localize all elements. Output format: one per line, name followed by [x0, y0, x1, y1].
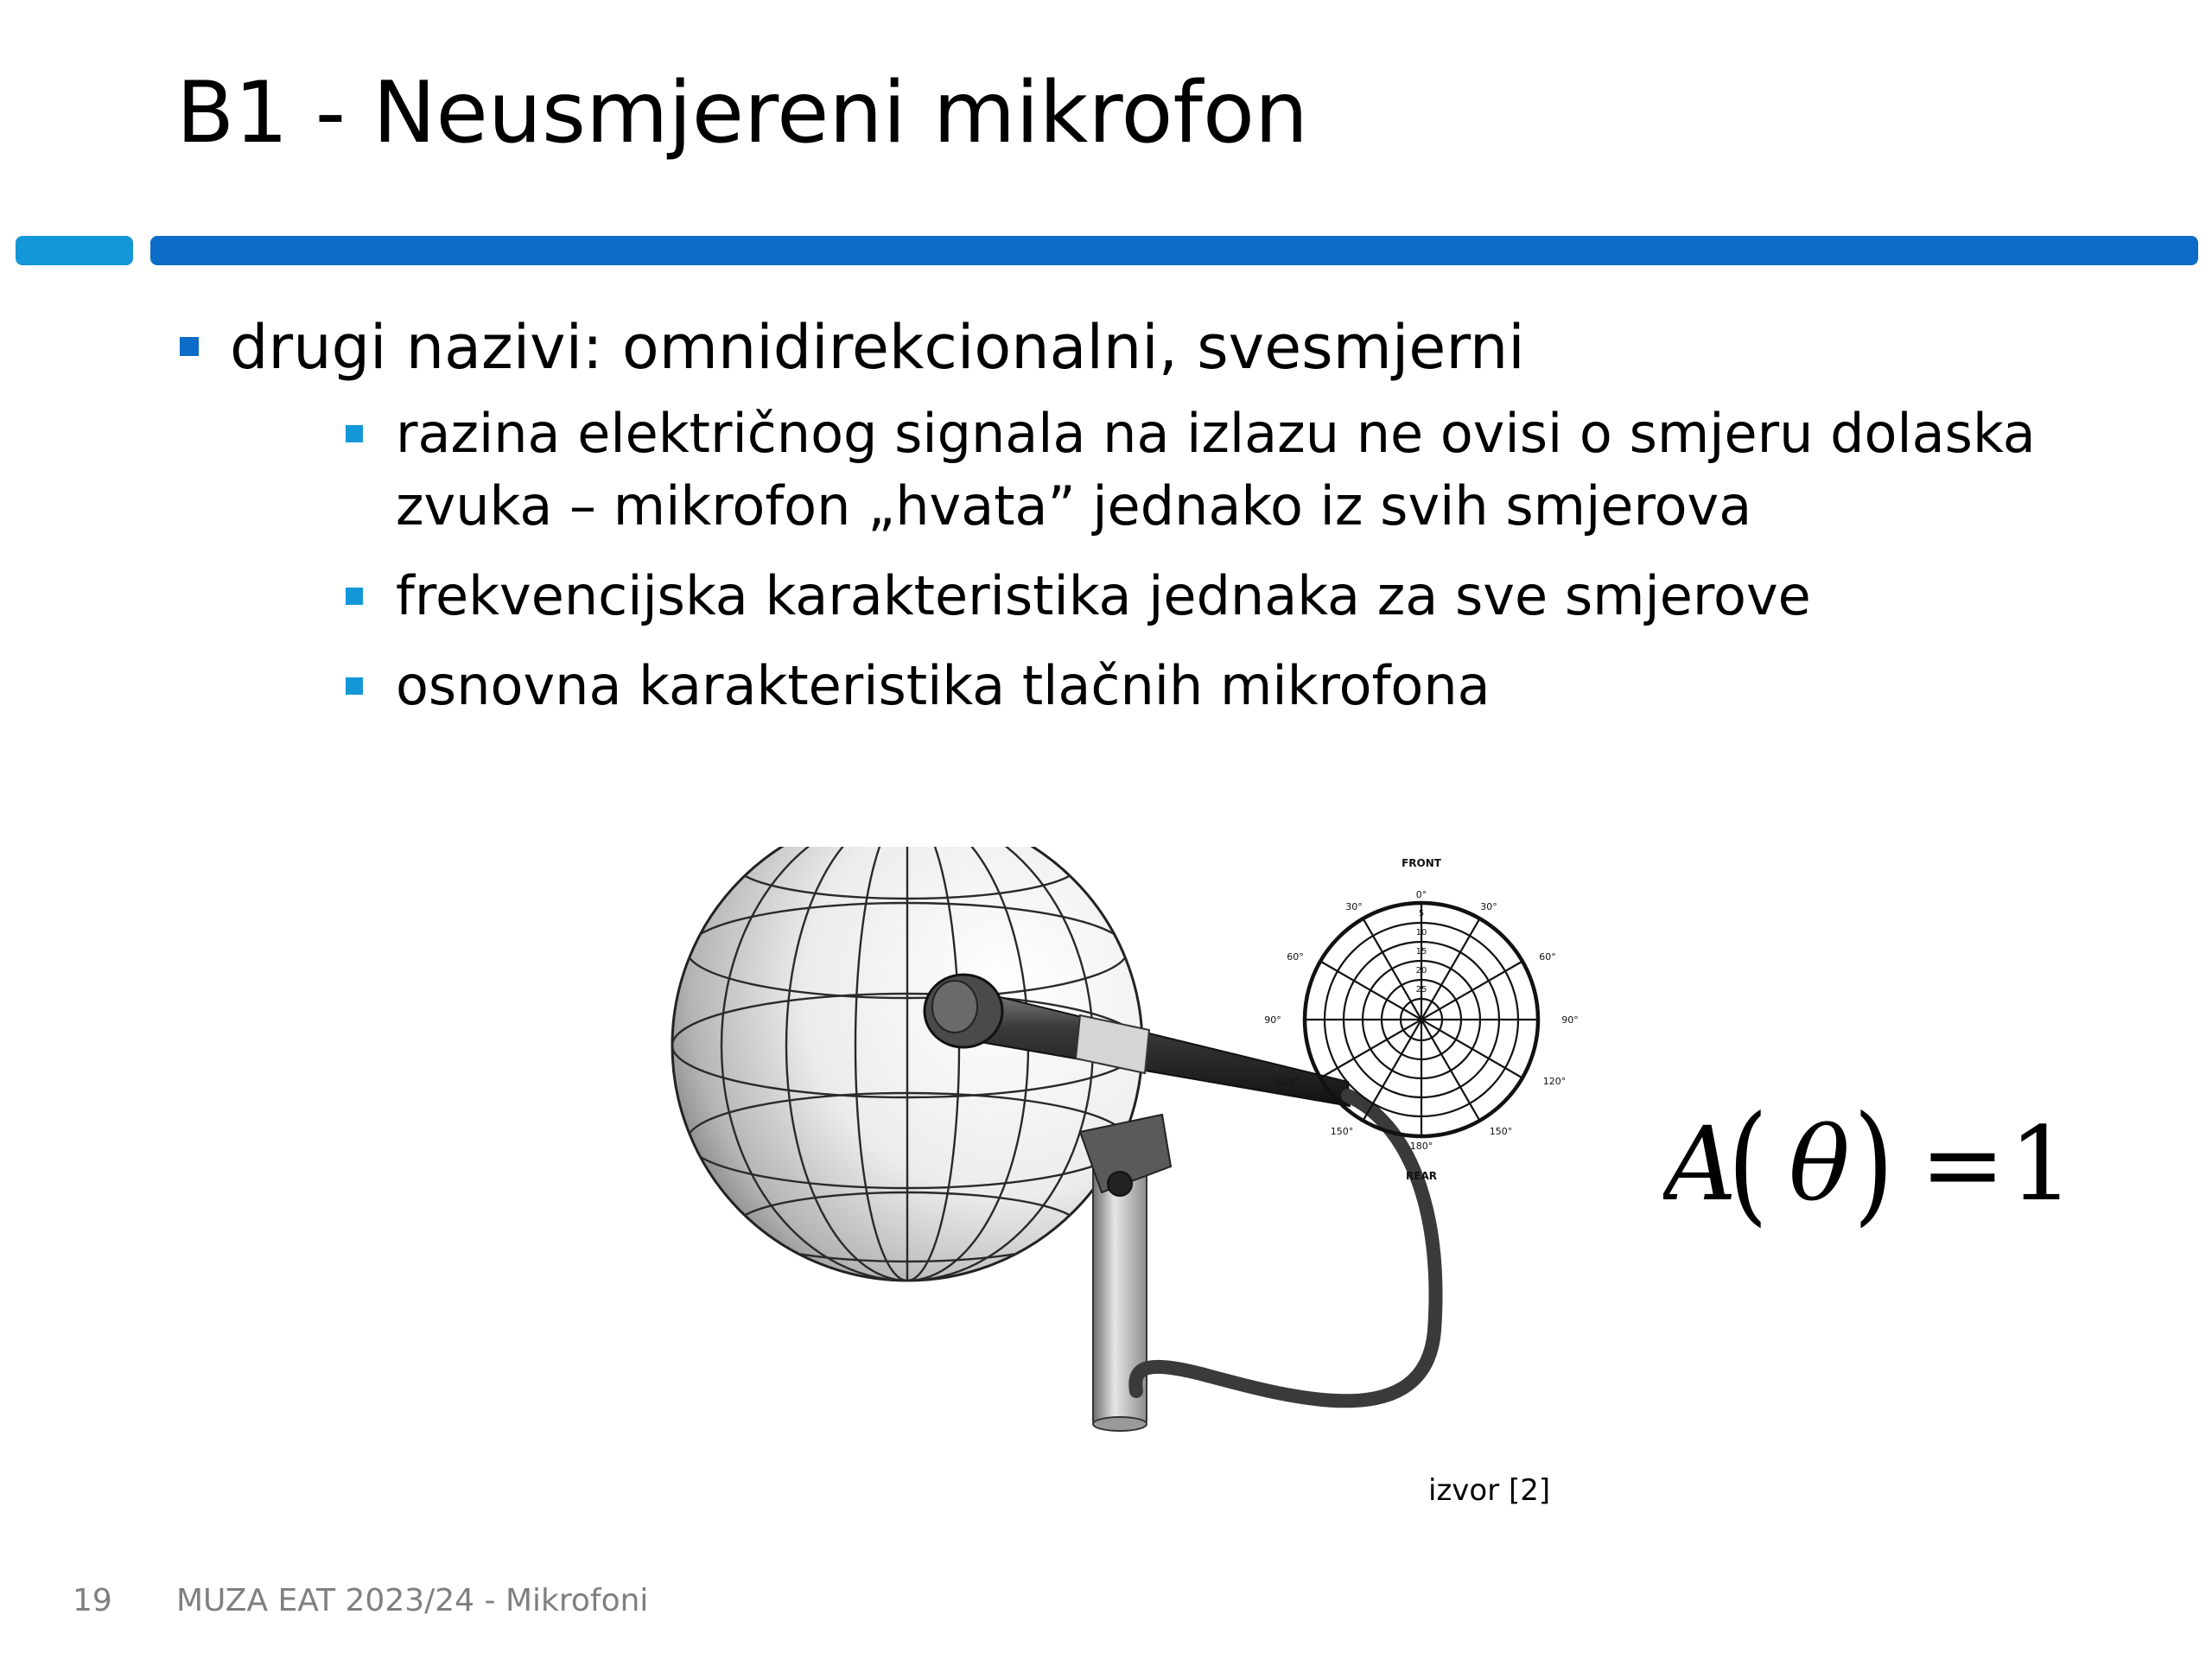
sub-bullet-item [342, 397, 2164, 543]
formula-equals: = [1920, 1104, 2005, 1224]
polar-angle-label: 30° [1345, 901, 1363, 912]
formula-close-paren: ) [1853, 1097, 1894, 1240]
polar-front-label: FRONT [1402, 857, 1441, 869]
image-source-caption: izvor [2] [1428, 1473, 1551, 1508]
polar-angle-label: 150° [1489, 1126, 1513, 1137]
directivity-formula [1663, 1097, 2078, 1253]
polar-rear-label: REAR [1406, 1170, 1437, 1182]
footer-text: MUZA EAT 2023/24 - Mikrofoni [176, 1583, 649, 1618]
polar-angle-label: 120° [1542, 1076, 1567, 1087]
polar-pattern-diagram [1257, 851, 1586, 1184]
slide-title: B1 - Neusmjereni mikrofon [176, 64, 1309, 162]
sub-bullet-item [342, 560, 2164, 632]
polar-ring-label: 25 [1415, 985, 1427, 995]
polar-angle-label: 60° [1287, 951, 1304, 963]
polar-angle-label: 120° [1276, 1076, 1300, 1087]
title-bar [150, 236, 2198, 265]
polar-angle-label: 60° [1539, 951, 1556, 963]
slide-number: 19 [73, 1583, 112, 1618]
sub-bullet-item [342, 650, 2164, 722]
formula-variable: θ [1789, 1104, 1851, 1224]
polar-ring-label: 15 [1415, 947, 1427, 957]
sub-bullet-text: frekvencijska karakteristika jednaka za sve smjerove [396, 564, 1811, 627]
polar-angle-label: 150° [1330, 1126, 1354, 1137]
sub-bullet-text: razina električnog signala na izlazu ne ovisi o smjeru dolaska zvuka – mikrofon „hvata” jednako iz svih smjerova [396, 402, 2036, 537]
sub-bullet-text: osnovna karakteristika tlačnih mikrofona [396, 654, 1491, 717]
polar-angle-label: 90° [1561, 1014, 1579, 1026]
bullet-text: drugi nazivi: omnidirekcionalni, svesmjerni [230, 312, 1525, 383]
bullet-item [176, 311, 2164, 722]
title-bar-accent [16, 236, 133, 265]
polar-ring-label: 10 [1415, 928, 1427, 938]
polar-angle-label: 180° [1409, 1141, 1433, 1152]
polar-ring-label: 20 [1415, 966, 1427, 976]
bullet-list [176, 311, 2164, 740]
polar-angle-label: 30° [1480, 901, 1497, 912]
polar-angle-label: 90° [1264, 1014, 1281, 1026]
formula-open-paren: ( [1727, 1097, 1769, 1240]
polar-ring-label: 5 [1418, 909, 1425, 918]
polar-angle-label: 0° [1415, 889, 1427, 900]
formula-rhs: 1 [2009, 1104, 2075, 1224]
formula-lhs-symbol: A [1663, 1104, 1738, 1224]
sub-bullet-list [230, 397, 2164, 722]
